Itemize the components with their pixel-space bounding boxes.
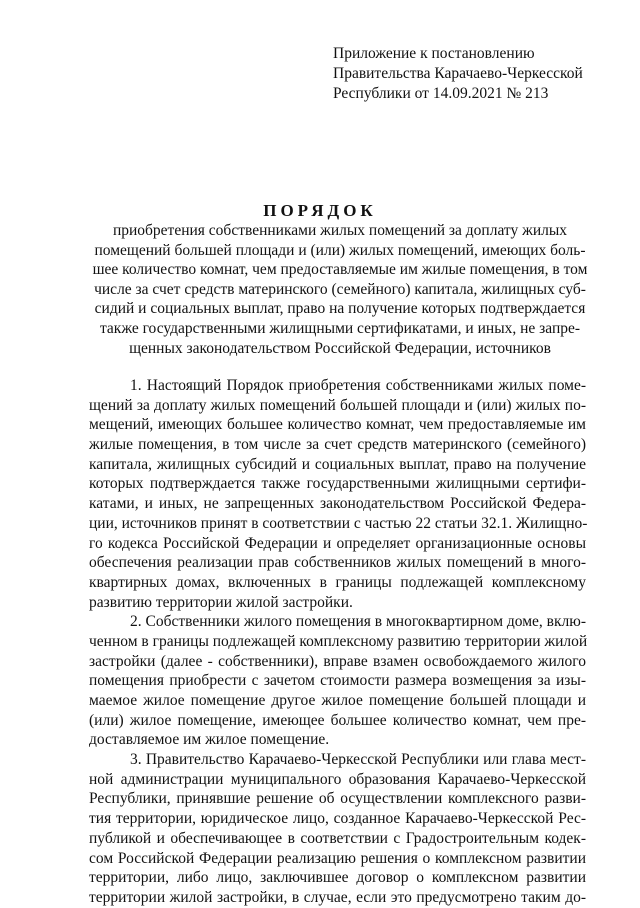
paragraph-3-line: территории жилой застройки, в случае, если это предусмотрено таким до-	[89, 888, 586, 906]
subtitle-line: шее количество комнат, чем предоставляемые им жилые помещения, в том	[92, 261, 588, 279]
document-subtitle	[90, 221, 590, 358]
paragraph-3-line: ной администрации муниципального образования Карачаево-Черкесской	[89, 770, 586, 788]
paragraph-2-line: застройки (далее - собственники), вправе взамен освобождаемого жилого	[89, 652, 586, 670]
subtitle-line: сидий и социальных выплат, право на получение которых подтверждается	[94, 300, 586, 318]
document-title: ПОРЯДОК	[263, 201, 377, 220]
paragraph-3-line: сом Российской Федерации реализацию решения о комплексном развитии	[89, 849, 586, 867]
paragraph-1-line: которых подтверждается также государственными жилищными сертифи-	[89, 475, 586, 493]
subtitle-line: щенных законодательством Российской Федерации, источников	[129, 339, 551, 357]
paragraph-1-line: мещений, имеющих большее количество комнат, чем предоставляемые им	[89, 416, 586, 434]
appendix-line: Приложение к постановлению	[333, 45, 535, 62]
paragraph-3-line: публикой и обеспечивающее в соответствии с Градостроительным кодек-	[89, 829, 586, 847]
paragraph-1-line: 1. Настоящий Порядок приобретения собственниками жилых поме-	[130, 377, 586, 394]
paragraph-3-line: Республики, принявшие решение об осуществлении комплексного разви-	[89, 790, 586, 808]
paragraph-1-line: квартирных домах, включенных в границы подлежащей комплексному	[89, 573, 586, 591]
paragraph-3-line: 3. Правительство Карачаево-Черкесской Республики или глава мест-	[130, 751, 586, 769]
paragraph-2-line: ченном в границы подлежащей комплексному развитию территории жилой	[89, 632, 588, 650]
paragraph-2-line: маемое жилое помещение другое жилое помещение большей площади и	[89, 692, 586, 709]
paragraph-3-line: территории, либо лицо, заключившее договор о комплексном развитии	[89, 869, 586, 887]
paragraph-2-line: 2. Собственники жилого помещения в многоквартирном доме, вклю-	[130, 613, 586, 631]
subtitle-line: числе за счет средств материнского (семейного) капитала, жилищных суб-	[94, 280, 586, 298]
subtitle-line: помещений большей площади и (или) жилых помещений, имеющих боль-	[94, 241, 586, 259]
paragraph-2-line: доставляемое им жилое помещение.	[89, 731, 330, 749]
paragraph-1-line: жилые помещения, в том числе за счет средств материнского (семейного)	[89, 436, 586, 454]
paragraph-1-line: развитию территории жилой застройки.	[89, 593, 353, 611]
subtitle-line: также государственными жилищными сертификатами, и иных, не запре-	[99, 319, 581, 337]
paragraph-1-line: обеспечения реализации прав собственников жилых помещений в много-	[89, 554, 586, 572]
paragraph-1-line: щений за доплату жилых помещений большей площади и (или) жилых по-	[89, 396, 586, 414]
paragraph-1-line: ции, источников принят в соответствии с частью 22 статьи 32.1. Жилищно-	[89, 514, 588, 532]
paragraph-1-line: го кодекса Российской Федерации и определяет организационные основы	[89, 534, 586, 552]
paragraph-1-line: капитала, жилищных субсидий и социальных выплат, право на получение	[89, 455, 586, 473]
appendix-header	[333, 44, 583, 104]
appendix-line: Правительства Карачаево-Черкесской	[333, 65, 583, 82]
document-body	[89, 376, 586, 908]
appendix-line: Республики от 14.09.2021 № 213	[333, 85, 549, 102]
paragraph-1-line: катами, и иных, не запрещенных законодательством Российской Федера-	[89, 495, 586, 513]
paragraph-2-line: помещения приобрести с зачетом стоимости размера возмещения за изы-	[89, 672, 586, 690]
paragraph-2-line: (или) жилое помещение, имеющее большее количество комнат, чем пре-	[89, 711, 586, 729]
paragraph-3-line: тия территории, юридическое лицо, созданное Карачаево-Черкесской Рес-	[89, 810, 586, 828]
subtitle-line: приобретения собственниками жилых помещений за доплату жилых	[112, 222, 568, 239]
